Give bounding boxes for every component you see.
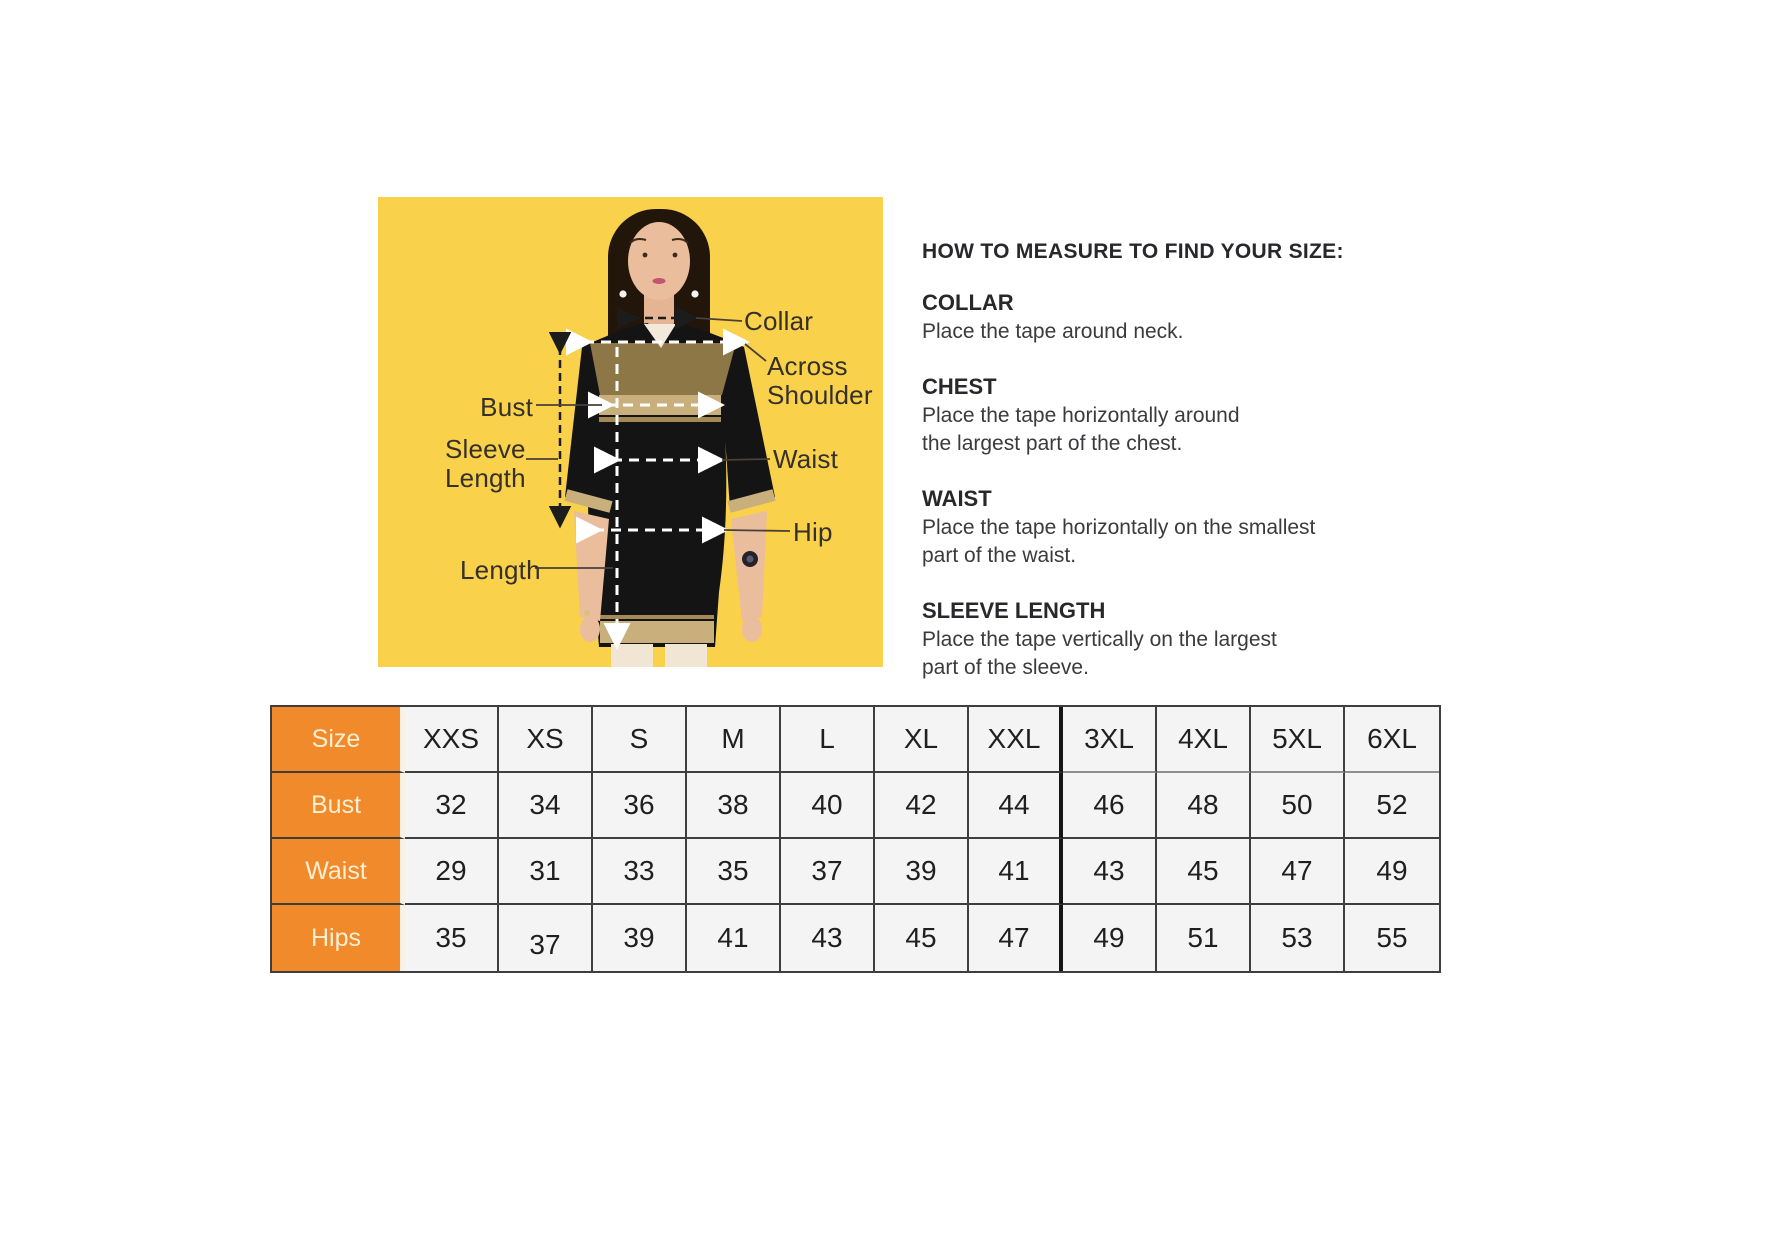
table-cell: 49 (1063, 905, 1157, 971)
table-cell: 46 (1063, 773, 1157, 839)
row-label-bust: Bust (272, 773, 405, 839)
row-label-hips: Hips (272, 905, 405, 971)
size-col-header: XXL (969, 707, 1063, 773)
table-cell: 47 (1251, 839, 1345, 905)
size-col-header: M (687, 707, 781, 773)
table-cell: 37 (781, 839, 875, 905)
size-col-header: 3XL (1063, 707, 1157, 773)
section-body-line: part of the sleeve. (922, 656, 1089, 679)
size-table-corner: Size (272, 707, 405, 773)
table-cell: 45 (875, 905, 969, 971)
table-cell: 38 (687, 773, 781, 839)
table-cell: 53 (1251, 905, 1345, 971)
table-cell: 43 (1063, 839, 1157, 905)
figure-label-bust: Bust (480, 392, 533, 422)
table-cell: 37 (499, 905, 593, 971)
table-cell: 45 (1157, 839, 1251, 905)
section-body-line: the largest part of the chest. (922, 432, 1183, 455)
table-cell: 40 (781, 773, 875, 839)
table-cell: 41 (687, 905, 781, 971)
table-cell: 47 (969, 905, 1063, 971)
size-col-header: XS (499, 707, 593, 773)
size-table (270, 705, 1441, 973)
how-to-section-sleeve-length (922, 596, 1392, 682)
table-cell: 29 (405, 839, 499, 905)
table-cell: 33 (593, 839, 687, 905)
table-cell: 50 (1251, 773, 1345, 839)
how-to-section-collar (922, 288, 1392, 346)
table-cell: 34 (499, 773, 593, 839)
how-to-section-waist (922, 484, 1392, 570)
section-heading: COLLAR (922, 290, 1014, 315)
table-cell: 43 (781, 905, 875, 971)
figure-label-waist: Waist (773, 444, 839, 474)
measurement-figure-panel (378, 197, 883, 667)
size-col-header: 4XL (1157, 707, 1251, 773)
table-cell: 51 (1157, 905, 1251, 971)
section-body-line: Place the tape around neck. (922, 320, 1184, 343)
table-cell: 39 (875, 839, 969, 905)
table-cell: 39 (593, 905, 687, 971)
size-col-header: L (781, 707, 875, 773)
figure-label-collar: Collar (744, 306, 814, 336)
size-col-header: S (593, 707, 687, 773)
figure-label-length: Length (460, 555, 541, 585)
figure-label-sleeve-length: Sleeve Length (445, 434, 526, 493)
how-to-section-chest (922, 372, 1392, 458)
size-col-header: 6XL (1345, 707, 1439, 773)
figure-label-across-shoulder: Across Shoulder (767, 351, 873, 410)
figure-label-hip: Hip (793, 517, 833, 547)
table-cell: 32 (405, 773, 499, 839)
section-heading: CHEST (922, 374, 997, 399)
section-heading: SLEEVE LENGTH (922, 598, 1106, 623)
table-cell: 55 (1345, 905, 1439, 971)
size-col-header: 5XL (1251, 707, 1345, 773)
section-body-line: Place the tape horizontally on the smallest (922, 516, 1316, 539)
model-figure (565, 209, 775, 667)
size-col-header: XL (875, 707, 969, 773)
how-to-title: HOW TO MEASURE TO FIND YOUR SIZE: (922, 240, 1344, 263)
table-cell: 35 (687, 839, 781, 905)
how-to-measure-panel (922, 240, 1392, 708)
model-illustration (378, 197, 883, 667)
table-cell: 44 (969, 773, 1063, 839)
section-heading: WAIST (922, 486, 992, 511)
table-cell: 49 (1345, 839, 1439, 905)
section-body-line: Place the tape vertically on the largest (922, 628, 1277, 651)
table-cell: 48 (1157, 773, 1251, 839)
section-body-line: Place the tape horizontally around (922, 404, 1240, 427)
table-cell: 36 (593, 773, 687, 839)
table-cell: 35 (405, 905, 499, 971)
row-label-waist: Waist (272, 839, 405, 905)
table-cell: 52 (1345, 773, 1439, 839)
size-col-header: XXS (405, 707, 499, 773)
table-cell: 42 (875, 773, 969, 839)
section-body-line: part of the waist. (922, 544, 1077, 567)
table-cell: 41 (969, 839, 1063, 905)
table-cell: 31 (499, 839, 593, 905)
